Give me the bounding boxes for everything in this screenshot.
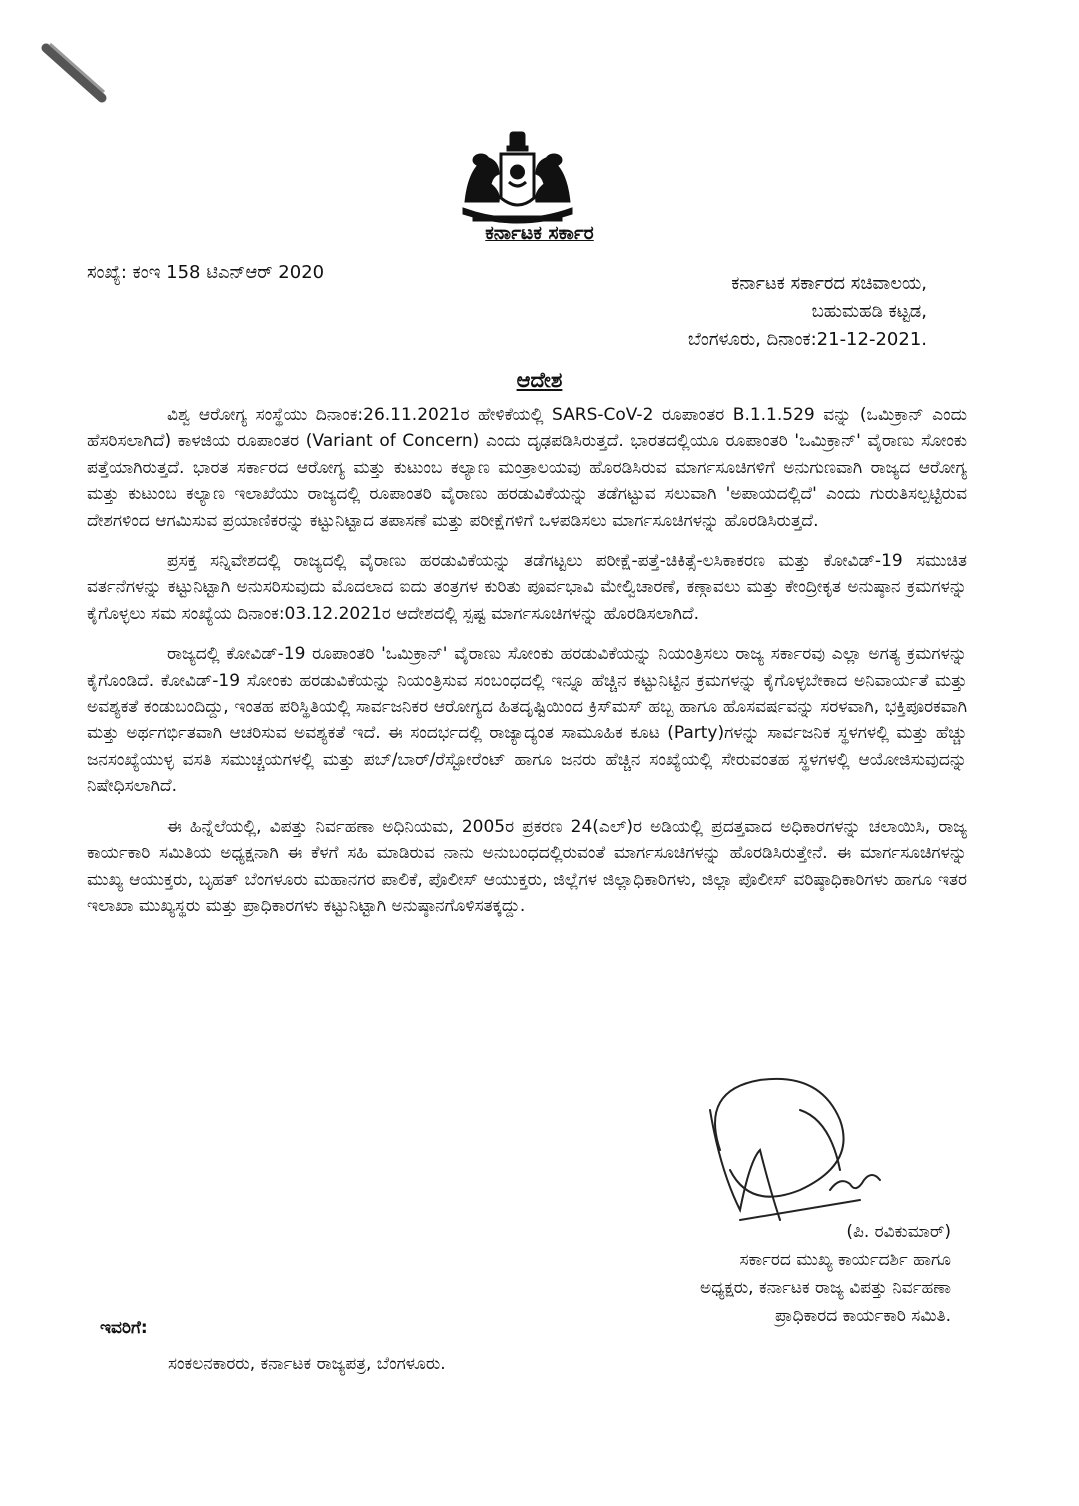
signatory-designation: ಸರ್ಕಾರದ ಮುಖ್ಯ ಕಾರ್ಯದರ್ಶಿ ಹಾಗೂ xyxy=(739,1250,951,1270)
address-line: ಕರ್ನಾಟಕ ಸರ್ಕಾರದ ಸಚಿವಾಲಯ, xyxy=(731,273,927,294)
signatory-block xyxy=(700,1218,951,1330)
address-line: ಬಹುಮಹಡಿ ಕಟ್ಟಡ, xyxy=(811,301,927,322)
to-label: ಇವರಿಗೆ: xyxy=(100,1318,148,1338)
staple-mark xyxy=(40,40,110,110)
paragraph: ಈ ಹಿನ್ನೆಲೆಯಲ್ಲಿ, ವಿಪತ್ತು ನಿರ್ವಹಣಾ ಅಧಿನಿಯಮ, 2005ರ ಪ್ರಕರಣ 24(ಎಲ್)ರ ಅಡಿಯಲ್ಲಿ ಪ್ರದತ್ತವಾದ ಅಧಿಕಾರಗಳನ್ನು ಚಲಾಯಿಸಿ, ರಾಜ್ಯ ಕಾರ್ಯಕಾರಿ ಸಮಿತಿಯ ಅಧ್ಯಕ್ಷನಾಗಿ ಈ ಕೆಳಗೆ ಸಹಿ ಮಾಡಿರುವ ನಾನು ಅನುಬಂಧದಲ್ಲಿರುವಂತೆ ಮಾರ್ಗಸೂಚಿಗಳನ್ನು ಹೊರಡಿಸಿರುತ್ತೇನೆ. ಈ ಮಾರ್ಗಸೂಚಿಗಳನ್ನು ಮುಖ್ಯ ಆಯುಕ್ತರು, ಬೃಹತ್ ಬೆಂಗಳೂರು ಮಹಾನಗರ ಪಾಲಿಕೆ, ಪೊಲೀಸ್ ಆಯುಕ್ತರು, ಜಿಲ್ಲೆಗಳ ಜಿಲ್ಲಾಧಿಕಾರಿಗಳು, ಜಿಲ್ಲಾ ಪೊಲೀಸ್ ವರಿಷ್ಠಾಧಿಕಾರಿಗಳು ಹಾಗೂ ಇತರ ಇಲಾಖಾ ಮುಖ್ಯಸ್ಥರು ಮತ್ತು ಪ್ರಾಧಿಕಾರಗಳು ಕಟ್ಟುನಿಟ್ಟಾಗಿ ಅನುಷ್ಠಾನಗೊಳಿಸತಕ್ಕದ್ದು. xyxy=(87,816,967,916)
karnataka-emblem-icon xyxy=(455,130,580,225)
signatory-designation: ಪ್ರಾಧಿಕಾರದ ಕಾರ್ಯಕಾರಿ ಸಮಿತಿ. xyxy=(774,1306,951,1326)
signatory-name: (ಪಿ. ರವಿಕುಮಾರ್) xyxy=(846,1222,951,1242)
recipient: ಸಂಕಲನಕಾರರು, ಕರ್ನಾಟಕ ರಾಜ್ಯಪತ್ರ, ಬೆಂಗಳೂರು. xyxy=(168,1354,446,1374)
office-address xyxy=(688,270,927,354)
reference-number: ಸಂಖ್ಯೆ: ಕಂಇ 158 ಟಿಎನ್ಆರ್ 2020 xyxy=(87,262,325,283)
paragraph: ಪ್ರಸಕ್ತ ಸನ್ನಿವೇಶದಲ್ಲಿ ರಾಜ್ಯದಲ್ಲಿ ವೈರಾಣು ಹರಡುವಿಕೆಯನ್ನು ತಡೆಗಟ್ಟಲು ಪರೀಕ್ಷೆ-ಪತ್ತೆ-ಚಿಕಿತ್ಸೆ-ಲಸಿಕಾಕರಣ ಮತ್ತು ಕೋವಿಡ್-19 ಸಮುಚಿತ ವರ್ತನೆಗಳನ್ನು ಕಟ್ಟುನಿಟ್ಟಾಗಿ ಅನುಸರಿಸುವುದು ಮೊದಲಾದ ಐದು ತಂತ್ರಗಳ ಕುರಿತು ಪೂರ್ವಭಾವಿ ಮೇಲ್ವಿಚಾರಣೆ, ಕಣ್ಗಾವಲು ಮತ್ತು ಕೇಂದ್ರೀಕೃತ ಅನುಷ್ಠಾನ ಕ್ರಮಗಳನ್ನು ಕೈಗೊಳ್ಳಲು ಸಮ ಸಂಖ್ಯೆಯ ದಿನಾಂಕ:03.12.2021ರ ಆದೇಶದಲ್ಲಿ ಸ್ಪಷ್ಟ ಮಾರ್ಗಸೂಚಿಗಳನ್ನು ಹೊರಡಿಸಲಾಗಿದೆ. xyxy=(87,551,967,624)
order-title: ಆದೇಶ xyxy=(516,368,563,392)
order-body xyxy=(87,402,967,933)
paragraph: ವಿಶ್ವ ಆರೋಗ್ಯ ಸಂಸ್ಥೆಯು ದಿನಾಂಕ:26.11.2021ರ ಹೇಳಿಕೆಯಲ್ಲಿ SARS-CoV-2 ರೂಪಾಂತರ B.1.1.529 ವನ್ನು (ಒಮಿಕ್ರಾನ್ ಎಂದು ಹೆಸರಿಸಲಾಗಿದೆ) ಕಾಳಜಿಯ ರೂಪಾಂತರ (Variant of Concern) ಎಂದು ದೃಢಪಡಿಸಿರುತ್ತದೆ. ಭಾರತದಲ್ಲಿಯೂ ರೂಪಾಂತರಿ 'ಒಮಿಕ್ರಾನ್' ವೈರಾಣು ಸೋಂಕು ಪತ್ತೆಯಾಗಿರುತ್ತದೆ. ಭಾರತ ಸರ್ಕಾರದ ಆರೋಗ್ಯ ಮತ್ತು ಕುಟುಂಬ ಕಲ್ಯಾಣ ಮಂತ್ರಾಲಯವು ಹೊರಡಿಸಿರುವ ಮಾರ್ಗಸೂಚಿಗಳಿಗೆ ಅನುಗುಣವಾಗಿ ರಾಜ್ಯದ ಆರೋಗ್ಯ ಮತ್ತು ಕುಟುಂಬ ಕಲ್ಯಾಣ ಇಲಾಖೆಯು ರಾಜ್ಯದಲ್ಲಿ ರೂಪಾಂತರಿ ವೈರಾಣು ಹರಡುವಿಕೆಯನ್ನು ತಡೆಗಟ್ಟುವ ಸಲುವಾಗಿ 'ಅಪಾಯದಲ್ಲಿದೆ' ಎಂದು ಗುರುತಿಸಲ್ಪಟ್ಟಿರುವ ದೇಶಗಳಿಂದ ಆಗಮಿಸುವ ಪ್ರಯಾಣಿಕರನ್ನು ಕಟ್ಟುನಿಟ್ಟಾದ ತಪಾಸಣೆ ಮತ್ತು ಪರೀಕ್ಷೆಗಳಿಗೆ ಒಳಪಡಿಸಲು ಮಾರ್ಗಸೂಚಿಗಳನ್ನು ಹೊರಡಿಸಿರುತ್ತದೆ. xyxy=(87,405,967,531)
address-date-line: ಬೆಂಗಳೂರು, ದಿನಾಂಕ:21-12-2021. xyxy=(687,329,927,350)
government-name: ಕರ್ನಾಟಕ ಸರ್ಕಾರ xyxy=(485,222,594,244)
paragraph: ರಾಜ್ಯದಲ್ಲಿ ಕೋವಿಡ್-19 ರೂಪಾಂತರಿ 'ಒಮಿಕ್ರಾನ್' ವೈರಾಣು ಸೋಂಕು ಹರಡುವಿಕೆಯನ್ನು ನಿಯಂತ್ರಿಸಲು ರಾಜ್ಯ ಸರ್ಕಾರವು ಎಲ್ಲಾ ಅಗತ್ಯ ಕ್ರಮಗಳನ್ನು ಕೈಗೊಂಡಿದೆ. ಕೋವಿಡ್-19 ಸೋಂಕು ಹರಡುವಿಕೆಯನ್ನು ನಿಯಂತ್ರಿಸುವ ಸಂಬಂಧದಲ್ಲಿ ಇನ್ನೂ ಹೆಚ್ಚಿನ ಕಟ್ಟುನಿಟ್ಟಿನ ಕ್ರಮಗಳನ್ನು ಕೈಗೊಳ್ಳಬೇಕಾದ ಅನಿವಾರ್ಯತೆ ಮತ್ತು ಅವಶ್ಯಕತೆ ಕಂಡುಬಂದಿದ್ದು, ಇಂತಹ ಪರಿಸ್ಥಿತಿಯಲ್ಲಿ ಸಾರ್ವಜನಿಕರ ಆರೋಗ್ಯದ ಹಿತದೃಷ್ಟಿಯಿಂದ ಕ್ರಿಸ್‌ಮಸ್ ಹಬ್ಬ ಹಾಗೂ ಹೊಸವರ್ಷವನ್ನು ಸರಳವಾಗಿ, ಭಕ್ತಿಪೂರಕವಾಗಿ ಮತ್ತು ಅರ್ಥಗರ್ಭಿತವಾಗಿ ಆಚರಿಸುವ ಅವಶ್ಯಕತೆ ಇದೆ. ಈ ಸಂದರ್ಭದಲ್ಲಿ ರಾಜ್ಯಾದ್ಯಂತ ಸಾಮೂಹಿಕ ಕೂಟ (Party)ಗಳನ್ನು ಸಾರ್ವಜನಿಕ ಸ್ಥಳಗಳಲ್ಲಿ ಮತ್ತು ಹೆಚ್ಚು ಜನಸಂಖ್ಯೆಯುಳ್ಳ ವಸತಿ ಸಮುಚ್ಚಯಗಳಲ್ಲಿ ಮತ್ತು ಪಬ್/ಬಾರ್/ರೆಸ್ಟೋರೆಂಟ್ ಹಾಗೂ ಜನರು ಹೆಚ್ಚಿನ ಸಂಖ್ಯೆಯಲ್ಲಿ ಸೇರುವಂತಹ ಸ್ಥಳಗಳಲ್ಲಿ ಆಯೋಜಿಸುವುದನ್ನು ನಿಷೇಧಿಸಲಾಗಿದೆ. xyxy=(87,644,967,797)
handwritten-signature xyxy=(680,1070,900,1240)
signatory-designation: ಅಧ್ಯಕ್ಷರು, ಕರ್ನಾಟಕ ರಾಜ್ಯ ವಿಪತ್ತು ನಿರ್ವಹಣಾ xyxy=(700,1278,951,1298)
